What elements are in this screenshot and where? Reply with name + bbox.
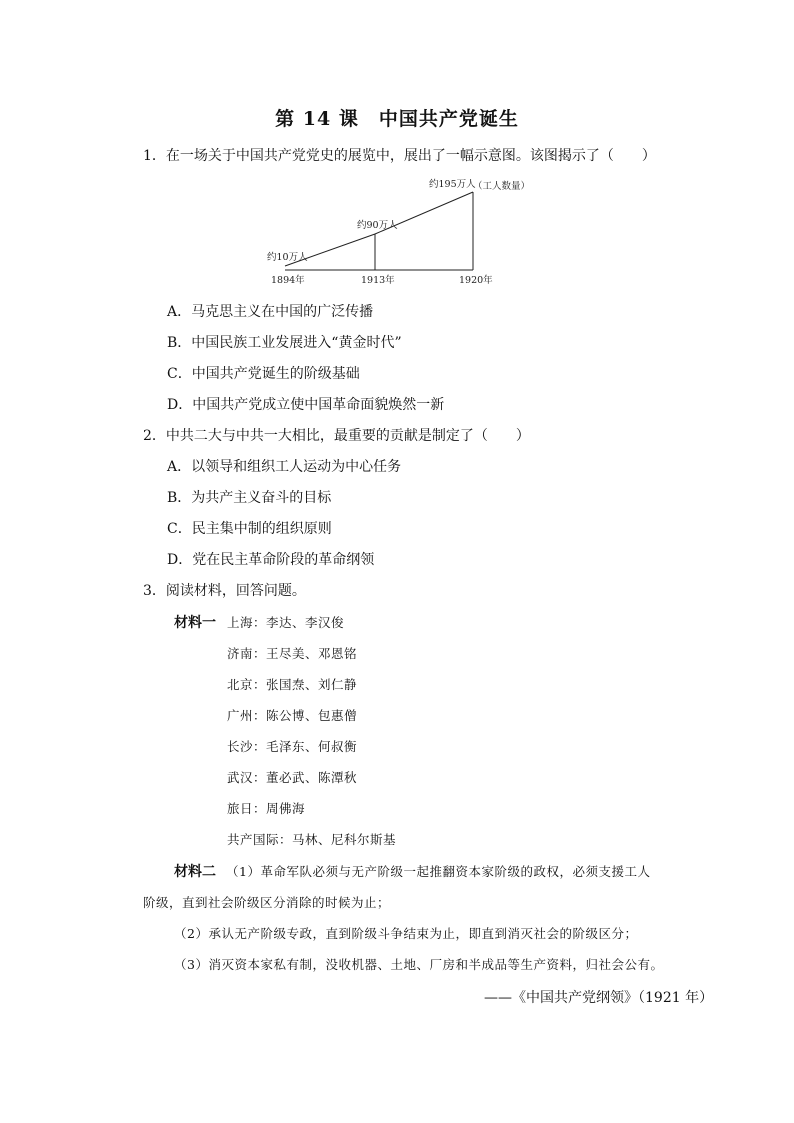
question-2-option-a[interactable]: A．以领导和组织工人运动为中心任务 — [167, 459, 402, 475]
question-2-option-c[interactable]: C．民主集中制的组织原则 — [167, 521, 332, 537]
page-title: 第 14 课 中国共产党诞生 — [275, 108, 519, 130]
question-3-stem: 3．阅读材料，回答问题。 — [143, 583, 306, 599]
question-1-option-a[interactable]: A．马克思主义在中国的广泛传播 — [167, 304, 374, 320]
question-2-option-d[interactable]: D．党在民主革命阶段的革命纲领 — [167, 552, 375, 568]
question-1-option-d[interactable]: D．中国共产党成立使中国革命面貌焕然一新 — [167, 397, 445, 413]
question-2-option-b[interactable]: B．为共产主义奋斗的目标 — [167, 490, 332, 506]
material-2-label: 材料二 — [174, 864, 216, 880]
material-1-item: 长沙：毛泽东、何叔衡 — [227, 739, 358, 754]
material-2-line: （3）消灭资本家私有制，没收机器、土地、厂房和半成品等生产资料，归社会公有。 — [174, 957, 664, 972]
chart-x-tick-label: 1920年 — [459, 275, 493, 286]
material-1-item: 广州：陈公博、包惠僧 — [227, 708, 358, 723]
material-2-source: ——《中国共产党纲领》（1921 年） — [484, 990, 714, 1006]
chart-x-tick-label: 1913年 — [361, 275, 395, 286]
chart-value-label: 约10万人 — [267, 252, 308, 263]
question-1-stem: 1．在一场关于中国共产党党史的展览中，展出了一幅示意图。该图揭示了（ ） — [143, 148, 656, 164]
material-1-item: 旅日：周佛海 — [227, 801, 306, 816]
chart-series-label: （工人数量） — [473, 181, 531, 192]
material-2-line: （1）革命军队必须与无产阶级一起推翻资本家阶级的政权，必须支援工人 — [226, 864, 651, 879]
material-1-item: 武汉：董必武、陈潭秋 — [227, 770, 358, 785]
chart-x-tick-label: 1894年 — [271, 275, 305, 286]
material-2-line: 阶级，直到社会阶级区分消除的时候为止； — [143, 895, 391, 910]
question-1-option-b[interactable]: B．中国民族工业发展进入“黄金时代” — [167, 335, 402, 351]
question-1-option-c[interactable]: C．中国共产党诞生的阶级基础 — [167, 366, 360, 382]
chart-value-label: 约90万人 — [357, 220, 398, 231]
material-2-line: （2）承认无产阶级专政，直到阶级斗争结束为止，即直到消灭社会的阶级区分； — [174, 926, 638, 941]
material-1-item: 北京：张国焘、刘仁静 — [227, 677, 358, 692]
chart-value-label: 约195万人 — [429, 179, 476, 190]
material-1-item: 济南：王尽美、邓恩铭 — [227, 646, 358, 661]
material-1-label: 材料一 — [174, 615, 216, 631]
material-1-item: 共产国际：马林、尼科尔斯基 — [227, 832, 397, 847]
worker-growth-chart — [255, 172, 545, 290]
material-1-item: 上海：李达、李汉俊 — [227, 615, 345, 630]
question-2-stem: 2．中共二大与中共一大相比，最重要的贡献是制定了（ ） — [143, 428, 530, 444]
